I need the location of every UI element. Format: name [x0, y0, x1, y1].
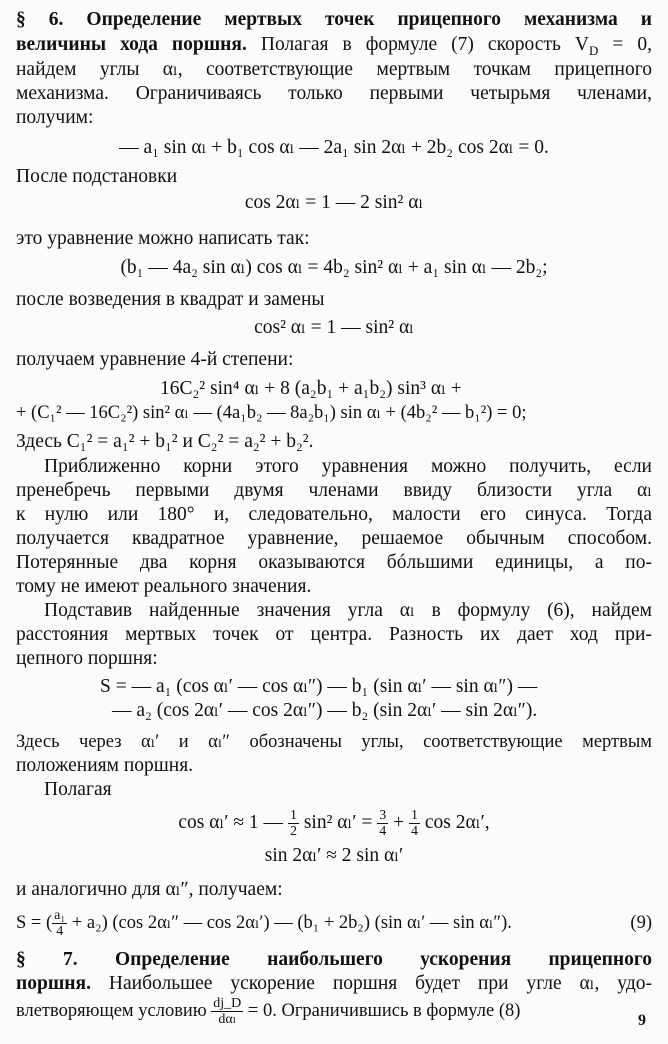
- equation-1: — a₁ sin αₗ + b₁ cos αₗ — 2a₁ sin 2αₗ + 2b₂ cos 2αₗ = 0.: [119, 137, 549, 158]
- equation-9: S = ( $\frac{\text{a₁}}{4}$ + a₂) (cos 2αₗ″ — cos 2αₗ′) — (b₁ + 2b₂) (sin αₗ′ — sin αₗ″). (9): [16, 906, 652, 940]
- text-line: механизма. Ограничиваясь только первыми четырьмя членами,: [16, 83, 652, 104]
- fraction: $\frac{1}{2}$: [289, 808, 297, 840]
- text-line: поршня. Наибольшее ускорение поршня будет при угле αₗ, удо-: [16, 973, 652, 994]
- text-line: пренебречь первыми двумя членами ввиду близости угла αₗ: [16, 480, 652, 501]
- text-line: цепного поршня:: [16, 648, 158, 669]
- text-line: получаем уравнение 4-й степени:: [16, 349, 294, 370]
- text-line: влетворяющем условию $\frac{dj\_D}{\text{dαₗ}}$ = 0. Ограничившись в формуле (8): [16, 996, 521, 1028]
- equation-6-line-2: — a₂ (cos 2αₗ′ — cos 2αₗ″) — b₂ (sin 2αₗ′ — sin 2αₗ″).: [112, 700, 538, 721]
- equation-7-line-2: sin 2αₗ′ ≈ 2 sin αₗ′: [264, 845, 404, 866]
- equation-3: (b₁ — 4a₂ sin αₗ) cos αₗ = 4b₂ sin² αₗ + a₁ sin αₗ — 2b₂;: [120, 257, 548, 278]
- equation-7-line-1: cos αₗ′ ≈ 1 — $\frac{1}{2}$ sin² αₗ′ = $\frac{3}{4}$ + $\frac{1}{4}$ cos 2αₗ′,: [178, 808, 490, 840]
- text-line: положениям поршня.: [16, 755, 194, 776]
- text-line: Приближенно корни этого уравнения можно получить, если: [44, 456, 652, 477]
- text-line: найдем углы αₗ, соответствующие мертвым точкам прицепного: [16, 59, 652, 80]
- equation-number: (9): [630, 913, 652, 933]
- fraction: $\frac{1}{4}$: [411, 808, 419, 840]
- text-line: получается квадратное уравнение, решаемое обычным способом.: [16, 528, 652, 549]
- text-line: Полагая: [44, 779, 112, 800]
- text-line: получим:: [16, 107, 94, 128]
- fraction: $\frac{dj\_D}{\text{dαₗ}}$: [213, 996, 242, 1028]
- section-7-heading: § 7. Определение наибольшего ускорения прицепного: [16, 949, 652, 970]
- text-line: Здесь C₁² = a₁² + b₁² и C₂² = a₂² + b₂².: [16, 431, 314, 452]
- equation-5-line-2: + (C₁² — 16C₂²) sin² αₗ — (4a₁b₂ — 8a₂b₁) sin αₗ + (4b₂² — b₁²) = 0;: [16, 403, 527, 423]
- equation-5-line-1: 16C₂² sin⁴ αₗ + 8 (a₂b₁ + a₁b₂) sin³ αₗ +: [160, 378, 462, 399]
- equation-6-line-1: S = — a₁ (cos αₗ′ — cos αₗ″) — b₁ (sin αₗ′ — sin αₗ″) —: [100, 676, 538, 697]
- fraction: $\frac{3}{4}$: [379, 808, 387, 840]
- text-line: расстояния мертвых точек от центра. Разность их дает ход при-: [16, 624, 652, 645]
- equation-2: cos 2αₗ = 1 — 2 sin² αₗ: [244, 192, 424, 213]
- section-6-heading-cont: величины хода поршня.: [16, 34, 247, 55]
- text-line: после возведения в квадрат и замены: [16, 289, 325, 310]
- text-line: к нулю или 180° и, следовательно, малости его синуса. Тогда: [16, 504, 652, 525]
- equation-4: cos² αₗ = 1 — sin² αₗ: [254, 317, 414, 338]
- text-line: величины хода поршня. Полагая в формуле (7) скорость $V_D = 0$,: [16, 34, 653, 58]
- section-7-heading-cont: поршня.: [16, 973, 91, 994]
- page-number: 9: [638, 1012, 646, 1029]
- text-line: это уравнение можно написать так:: [16, 228, 310, 249]
- section-6-heading: § 6. Определение мертвых точек прицепного механизма и: [16, 9, 652, 30]
- text-line: Подставив найденные значения угла αₗ в формулу (6), найдем: [44, 600, 652, 621]
- fraction: $\frac{\text{a₁}}{4}$: [54, 908, 66, 940]
- text-line: тому не имеют реального значения.: [16, 576, 312, 597]
- text-line: После подстановки: [16, 166, 178, 187]
- text-line: и аналогично для αₗ″, получаем:: [16, 879, 283, 900]
- text-line: Здесь через αₗ′ и αₗ″ обозначены углы, соответствующие мертвым: [16, 732, 652, 752]
- text-line: Потерянные два корня оказываются бóльшими единицы, а по-: [16, 552, 652, 573]
